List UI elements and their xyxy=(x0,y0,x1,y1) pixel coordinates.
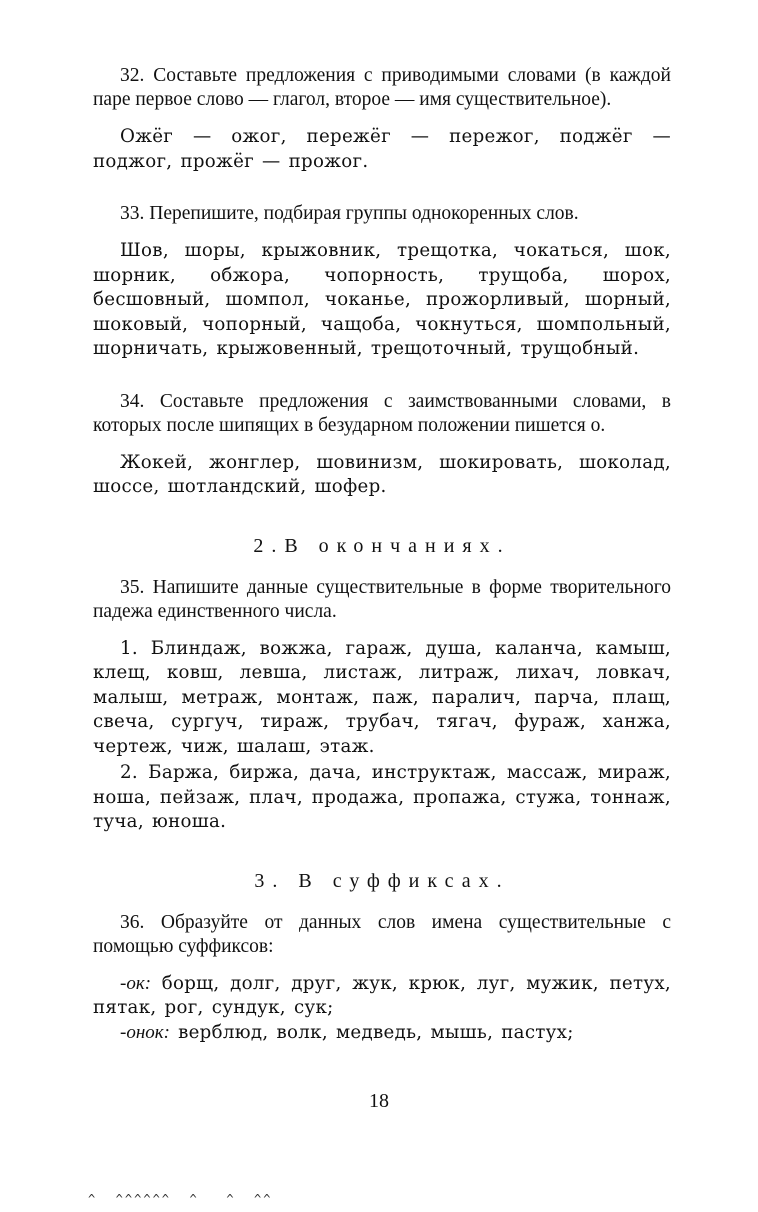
exercise-35-item-1: 1. Блиндаж, вожжа, гараж, душа, каланча, камыш, клещ, ковш, левша, листаж, литраж, лихач, ловкач, малыш, метраж, монтаж, паж, паралич, парча, плащ, свеча, сургуч, тираж, трубач, тягач, фураж, ханжа, чертеж, чиж, шалаш, этаж. xyxy=(93,637,671,757)
section-heading-suffixes: 3. В суффиксах. xyxy=(254,869,510,892)
suffix-label-onok: -онок: xyxy=(120,1021,170,1043)
exercise-32-task: 32. Составьте предложения с приводимыми словами (в каждой паре первое слово — глагол, второе — имя существительное). xyxy=(93,65,671,110)
exercise-34-words: Жокей, жонглер, шовинизм, шокировать, шоколад, шоссе, шотландский, шофер. xyxy=(93,451,671,497)
suffix-words-ok: борщ, долг, друг, жук, крюк, луг, мужик, петух, пятак, рог, сундук, сук; xyxy=(93,972,671,1018)
page-content xyxy=(93,64,671,1045)
exercise-35-task: 35. Напишите данные существительные в форме творительного падежа единственного числа. xyxy=(93,576,671,622)
exercise-33-task: 33. Перепишите, подбирая группы однокоренных слов. xyxy=(120,203,579,224)
exercise-36-line-ok xyxy=(93,972,671,1021)
exercise-35-items xyxy=(93,637,671,835)
section-heading-endings: 2.В окончаниях. xyxy=(253,534,511,557)
exercise-36-task: 36. Образуйте от данных слов имена существительные с помощью суффиксов: xyxy=(93,911,671,957)
exercise-36-line-onok xyxy=(93,1021,671,1046)
bottom-marks: ^ ^^^^^^ ^ ^ ^^ xyxy=(88,1192,273,1206)
suffix-words-onok: верблюд, волк, медведь, мышь, пастух; xyxy=(178,1021,574,1043)
exercise-35-item-2: 2. Баржа, биржа, дача, инструктаж, массаж, мираж, ноша, пейзаж, плач, продажа, пропажа, стужа, тоннаж, туча, юноша. xyxy=(93,762,671,832)
exercise-33-words: Шов, шоры, крыжовник, трещотка, чокаться, шок, шорник, обжора, чопорность, трущоба, шорох, бесшовный, шомпол, чоканье, прожорливый, шорный, шоковый, чопорный, чащоба, чокнуться, шомпольный, шорничать, крыжовенный, трещоточный, трущобный. xyxy=(93,240,671,359)
exercise-34-task: 34. Составьте предложения с заимствованными словами, в которых после шипящих в безударном положении пишется о. xyxy=(93,390,671,436)
page-number: 18 xyxy=(369,1090,389,1112)
suffix-label-ok: -ок: xyxy=(120,972,152,994)
exercise-32-words: Ожёг — ожог, пережёг — пережог, поджёг — поджог, прожёг — прожог. xyxy=(93,126,671,172)
